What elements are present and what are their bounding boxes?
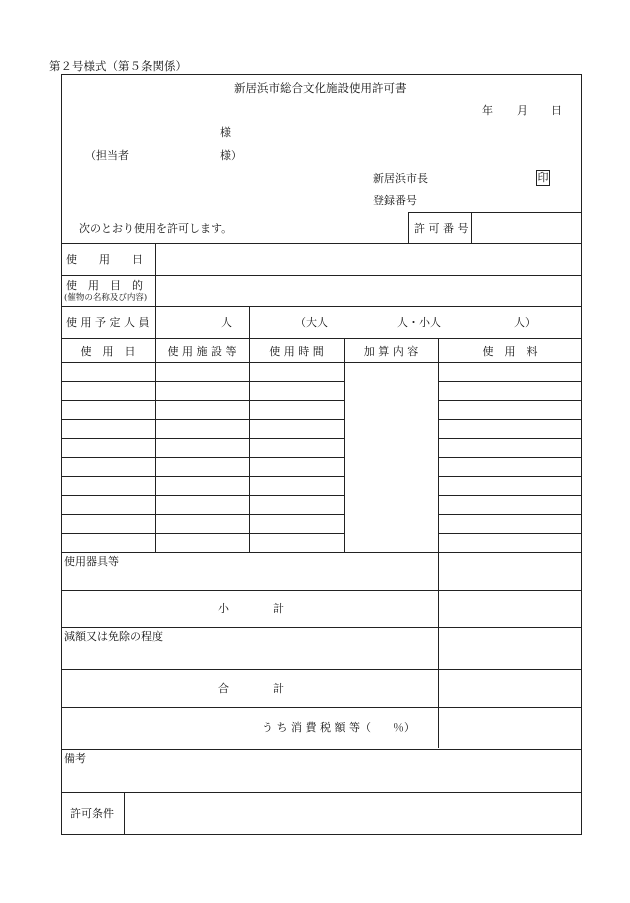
permit-number-box-divider [471,212,472,243]
tantosha-sama: 様） [220,149,242,162]
table-header-usage-date: 使 用 日 [80,345,136,358]
usage-date-label: 使 用 日 [66,253,143,266]
date-year-label: 年 [482,104,493,117]
attendees-divider [249,306,250,338]
registration-number-label: 登録番号 [373,194,417,207]
purpose-label: 使 用 目 的 [66,279,143,292]
date-month-label: 月 [517,104,528,117]
adults-label: （大人 [295,316,328,329]
table-row-rule [61,476,345,477]
form-title: 新居浜市総合文化施設使用許可書 [234,81,407,95]
permit-number-box-top [408,212,582,213]
remarks-label: 備考 [64,752,86,765]
permit-statement: 次のとおり使用を許可します。 [79,222,233,235]
table-col-divider [438,338,439,748]
table-row-rule [438,514,582,515]
table-header-facility: 使 用 施 設 等 [167,345,237,358]
table-row-rule [61,419,345,420]
rule-below-usage-date [61,275,582,276]
table-row-rule [438,438,582,439]
table-col-divider [344,338,345,552]
children-close-label: 人） [514,316,536,329]
rule-below-total [61,707,582,708]
table-row-rule [438,381,582,382]
table-col-divider [249,338,250,552]
tantosha-label: （担当者 [85,149,129,162]
equipment-label: 使用器具等 [64,555,119,568]
rule-below-table-header [61,362,582,363]
table-row-rule [438,533,582,534]
form-type-label: 第２号様式（第５条関係） [49,59,187,73]
rule-below-subtotal [61,627,582,628]
permit-number-label: 許 可 番 号 [414,222,469,235]
table-header-fee: 使 用 料 [482,345,538,358]
table-header-addition: 加 算 内 容 [363,345,419,358]
table-row-rule [438,419,582,420]
table-row-rule [438,457,582,458]
rule-below-attendees [61,338,582,339]
conditions-divider [124,792,125,835]
table-row-rule [61,495,345,496]
total-label: 合 計 [218,682,284,695]
tax-label: う ち 消 費 税 額 等（ ％） [262,721,415,734]
table-row-rule [438,400,582,401]
mayor-label: 新居浜市長 [373,172,428,185]
rule-below-equipment [61,590,582,591]
table-col-divider [155,338,156,552]
label-column-divider [155,243,156,338]
rule-below-table [61,552,582,553]
reduction-label: 減額又は免除の程度 [64,630,163,643]
purpose-note: (催物の名称及び内容) [64,293,148,303]
attendees-unit: 人 [221,316,232,329]
rule-below-purpose [61,306,582,307]
subtotal-label: 小 計 [218,602,284,615]
table-row-rule [61,533,345,534]
date-day-label: 日 [551,104,562,117]
table-row-rule [61,438,345,439]
rule-below-remarks [61,792,582,793]
table-row-rule [438,495,582,496]
addressee-sama: 様 [220,126,231,139]
table-row-rule [61,514,345,515]
permit-number-box-left [408,212,409,243]
table-row-rule [61,400,345,401]
table-row-rule [61,457,345,458]
table-header-time: 使 用 時 間 [269,345,324,358]
adults-children-label: 人・小人 [397,316,441,329]
rule-below-tax [61,749,582,750]
rule-below-reduction [61,669,582,670]
table-row-rule [61,381,345,382]
attendees-label: 使 用 予 定 人 員 [66,316,150,329]
conditions-label: 許可条件 [70,807,114,820]
rule-below-header [61,243,582,244]
table-row-rule [438,476,582,477]
seal-icon: 印 [537,171,549,184]
